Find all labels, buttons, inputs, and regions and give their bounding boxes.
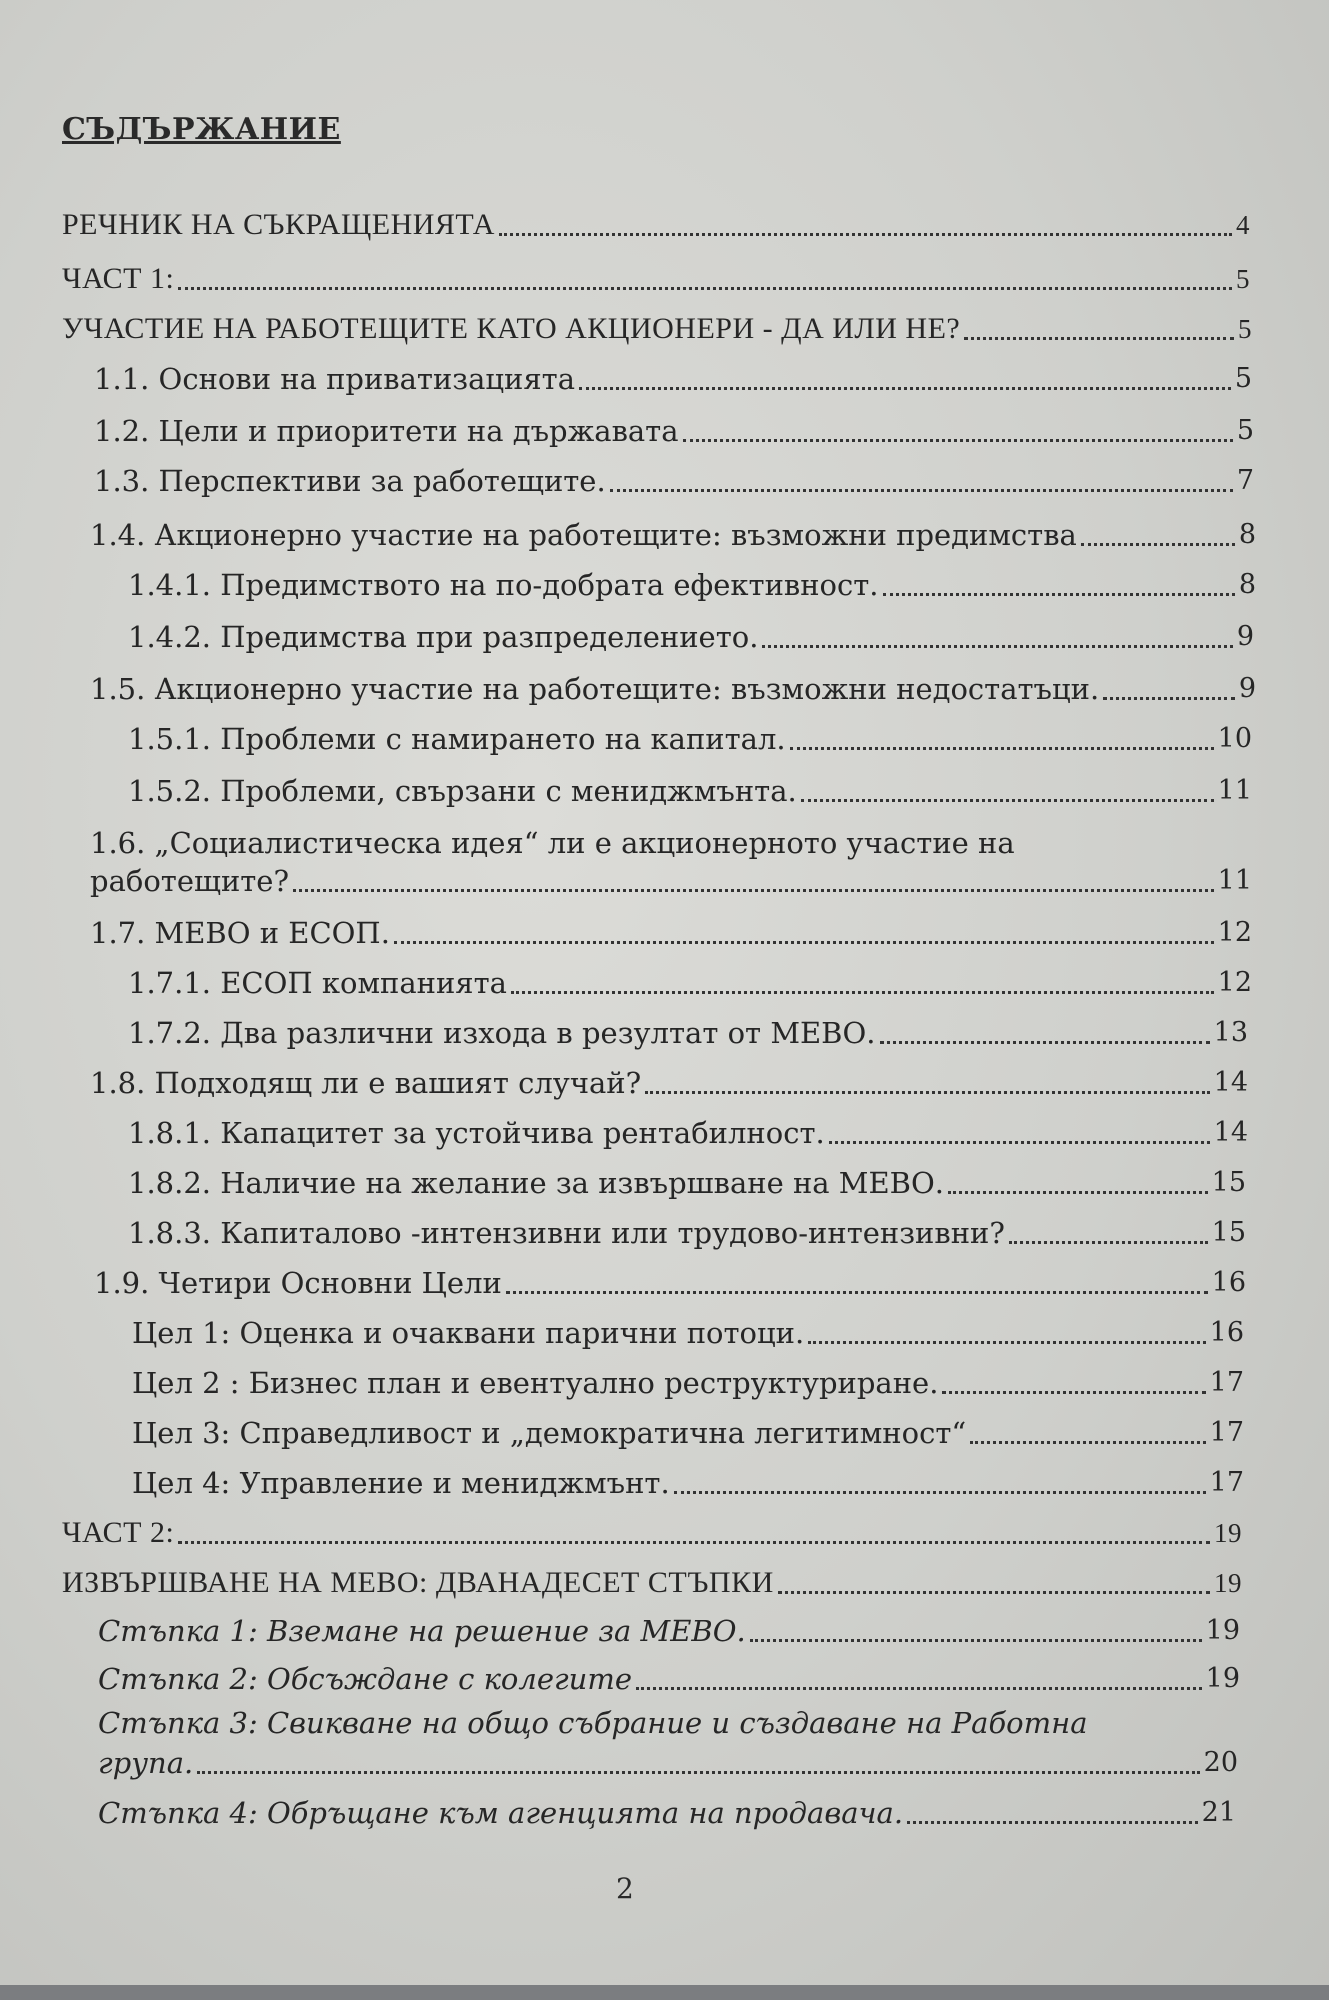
dot-leader: [394, 941, 1214, 944]
toc-entry-text: 1.9. Четири Основни Цели: [94, 1266, 502, 1300]
dot-leader: [178, 1541, 1210, 1544]
toc-entry[interactable]: [128, 966, 1252, 1000]
toc-entry-text: 1.5. Акционерно участие на работещите: възможни недостатъци.: [90, 672, 1100, 706]
toc-entry[interactable]: [128, 1166, 1246, 1200]
toc-entry[interactable]: [62, 1566, 1242, 1600]
toc-entry-text: ИЗВЪРШВАНЕ НА МЕВО: ДВАНАДЕСЕТ СТЪПКИ: [62, 1566, 774, 1599]
toc-page-number: 4: [1236, 210, 1250, 240]
toc-entry-text: 1.2. Цели и приоритети на държавата: [94, 414, 679, 448]
toc-page-number: 16: [1209, 1317, 1244, 1348]
toc-page-number: 15: [1211, 1217, 1246, 1248]
toc-entry[interactable]: [62, 1516, 1242, 1550]
toc-entry-text: Стъпка 4: Обръщане към агенцията на продавача.: [98, 1796, 904, 1830]
toc-entry[interactable]: [62, 312, 1252, 346]
toc-entry-text: 1.4.1. Предимството на по-добрата ефективност.: [128, 568, 879, 602]
dot-leader: [197, 1771, 1199, 1774]
dot-leader: [1103, 697, 1235, 700]
toc-entry-text: 1.8.2. Наличие на желание за извършване на МЕВО.: [128, 1166, 944, 1200]
toc-page-number: 16: [1211, 1267, 1246, 1298]
dot-leader: [506, 1291, 1208, 1294]
dot-leader: [645, 1091, 1209, 1094]
toc-entry-text: 1.7.2. Два различни изхода в резултат от МЕВО.: [128, 1016, 876, 1050]
toc-entry-text: 1.4.2. Предимства при разпределението.: [128, 620, 759, 654]
dot-leader: [907, 1821, 1198, 1824]
dot-leader: [762, 645, 1232, 648]
dot-leader: [942, 1391, 1205, 1394]
dot-leader: [1081, 543, 1235, 546]
toc-entry[interactable]: [90, 864, 1252, 898]
dot-leader: [750, 1639, 1202, 1642]
toc-entry-text: Стъпка 2: Обсъждане с колегите: [98, 1662, 632, 1696]
toc-entry[interactable]: [132, 1316, 1244, 1350]
dot-leader: [610, 489, 1233, 492]
toc-page-number: 17: [1209, 1367, 1244, 1398]
toc-entry[interactable]: [62, 208, 1250, 242]
toc-page-number: 11: [1217, 775, 1252, 806]
toc-page-number: 19: [1214, 1568, 1242, 1598]
page-number: 2: [616, 1872, 634, 1905]
toc-page-number: 19: [1214, 1518, 1242, 1548]
toc-page-number: 5: [1236, 264, 1250, 294]
toc-entry[interactable]: [94, 1266, 1246, 1300]
toc-entry-text: 1.4. Акционерно участие на работещите: възможни предимства: [90, 518, 1077, 552]
toc-entry[interactable]: [128, 568, 1256, 602]
toc-page-number: 9: [1238, 673, 1256, 704]
toc-page-number: 8: [1238, 569, 1256, 600]
toc-entry[interactable]: [128, 722, 1252, 756]
toc-entry[interactable]: [128, 1016, 1248, 1050]
toc-entry-text: 1.7. МЕВО и ЕСОП.: [90, 916, 390, 950]
dot-leader: [829, 1141, 1210, 1144]
toc-page-number: 9: [1236, 621, 1254, 652]
toc-entry[interactable]: [128, 620, 1254, 654]
toc-entry[interactable]: [128, 1116, 1248, 1150]
toc-entry[interactable]: [62, 262, 1250, 296]
dot-leader: [790, 747, 1214, 750]
toc-entry[interactable]: [98, 1662, 1240, 1696]
dot-leader: [880, 1041, 1210, 1044]
toc-page-number: 5: [1234, 363, 1252, 394]
toc-entry-text: ЧАСТ 2:: [62, 1516, 175, 1549]
toc-page-number: 21: [1201, 1797, 1236, 1828]
toc-entry[interactable]: [90, 916, 1252, 950]
toc-entry-text: РЕЧНИК НА СЪКРАЩЕНИЯТА: [62, 208, 495, 241]
dot-leader: [636, 1687, 1202, 1690]
toc-entry[interactable]: [90, 518, 1256, 552]
toc-page-number: 13: [1213, 1017, 1248, 1048]
toc-page-number: 12: [1217, 967, 1252, 998]
toc-entry-text: 1.1. Основи на приватизацията: [94, 362, 575, 396]
toc-entry[interactable]: [98, 1614, 1240, 1648]
dot-leader: [674, 1491, 1206, 1494]
dot-leader: [948, 1191, 1208, 1194]
toc-entry-text-line1: 1.6. „Социалистическа идея“ ли е акционерното участие на: [90, 826, 1015, 860]
toc-heading: СЪДЪРЖАНИЕ: [62, 112, 341, 147]
toc-entry-text: Цел 2 : Бизнес план и евентуално реструктуриране.: [132, 1366, 939, 1400]
toc-entry[interactable]: [94, 414, 1254, 448]
dot-leader: [178, 287, 1232, 290]
toc-page-number: 17: [1209, 1417, 1244, 1448]
toc-entry[interactable]: [132, 1416, 1244, 1450]
toc-page-number: 5: [1238, 314, 1252, 344]
dot-leader: [511, 991, 1214, 994]
toc-entry-text: УЧАСТИЕ НА РАБОТЕЩИТЕ КАТО АКЦИОНЕРИ - ДА ИЛИ НЕ?: [62, 312, 961, 345]
toc-entry[interactable]: [98, 1796, 1236, 1830]
toc-entry[interactable]: [132, 1466, 1244, 1500]
dot-leader: [970, 1441, 1205, 1444]
toc-entry-text: група.: [98, 1746, 194, 1780]
dot-leader: [808, 1341, 1205, 1344]
dot-leader: [1009, 1241, 1208, 1244]
page-bottom-edge: [0, 1985, 1329, 2000]
toc-page-number: 12: [1217, 917, 1252, 948]
toc-entry-text: 1.8.3. Капиталово -интензивни или трудово-интензивни?: [128, 1216, 1005, 1250]
toc-page-number: 14: [1213, 1067, 1248, 1098]
toc-entry-text: 1.5.1. Проблеми с намирането на капитал.: [128, 722, 786, 756]
toc-entry-text: 1.7.1. ЕСОП компанията: [128, 966, 507, 1000]
toc-entry-text: работещите?: [90, 864, 290, 898]
toc-page-number: 10: [1217, 723, 1252, 754]
dot-leader: [964, 337, 1234, 340]
toc-entry-text: 1.3. Перспективи за работещите.: [94, 464, 606, 498]
toc-entry[interactable]: [90, 672, 1256, 706]
dot-leader: [883, 593, 1235, 596]
dot-leader: [293, 889, 1214, 892]
toc-entry[interactable]: [128, 1216, 1246, 1250]
toc-page-number: 15: [1211, 1167, 1246, 1198]
dot-leader: [801, 799, 1214, 802]
toc-page-number: 5: [1236, 415, 1254, 446]
toc-entry[interactable]: [98, 1746, 1238, 1780]
dot-leader: [778, 1591, 1210, 1594]
toc-entry-text: Цел 1: Оценка и очаквани парични потоци.: [132, 1316, 805, 1350]
dot-leader: [683, 439, 1233, 442]
dot-leader: [579, 387, 1231, 390]
toc-page-number: 17: [1209, 1467, 1244, 1498]
dot-leader: [499, 233, 1232, 236]
toc-page-number: 7: [1236, 465, 1254, 496]
toc-page-number: 8: [1238, 519, 1256, 550]
toc-entry-text: ЧАСТ 1:: [62, 262, 175, 295]
toc-entry[interactable]: [132, 1366, 1244, 1400]
toc-page-number: 19: [1205, 1615, 1240, 1646]
toc-entry-text: 1.8.1. Капацитет за устойчива рентабилност.: [128, 1116, 825, 1150]
toc-entry[interactable]: [94, 362, 1252, 396]
toc-page-number: 14: [1213, 1117, 1248, 1148]
toc-page-number: 11: [1217, 865, 1252, 896]
toc-entry[interactable]: [128, 774, 1252, 808]
toc-page-number: 19: [1205, 1663, 1240, 1694]
toc-entry-text: Цел 3: Справедливост и „демократична легитимност“: [132, 1416, 967, 1450]
toc-entry[interactable]: [90, 1066, 1248, 1100]
toc-page-number: 20: [1203, 1747, 1238, 1778]
toc-entry-text: 1.8. Подходящ ли е вашият случай?: [90, 1066, 642, 1100]
toc-entry-text-line1: Стъпка 3: Свикване на общо събрание и създаване на Работна: [98, 1706, 1088, 1740]
toc-entry-text: 1.5.2. Проблеми, свързани с мениджмънта.: [128, 774, 797, 808]
toc-entry-text: Стъпка 1: Вземане на решение за МЕВО.: [98, 1614, 746, 1648]
toc-entry[interactable]: [94, 464, 1254, 498]
toc-entry-text: Цел 4: Управление и мениджмънт.: [132, 1466, 670, 1500]
